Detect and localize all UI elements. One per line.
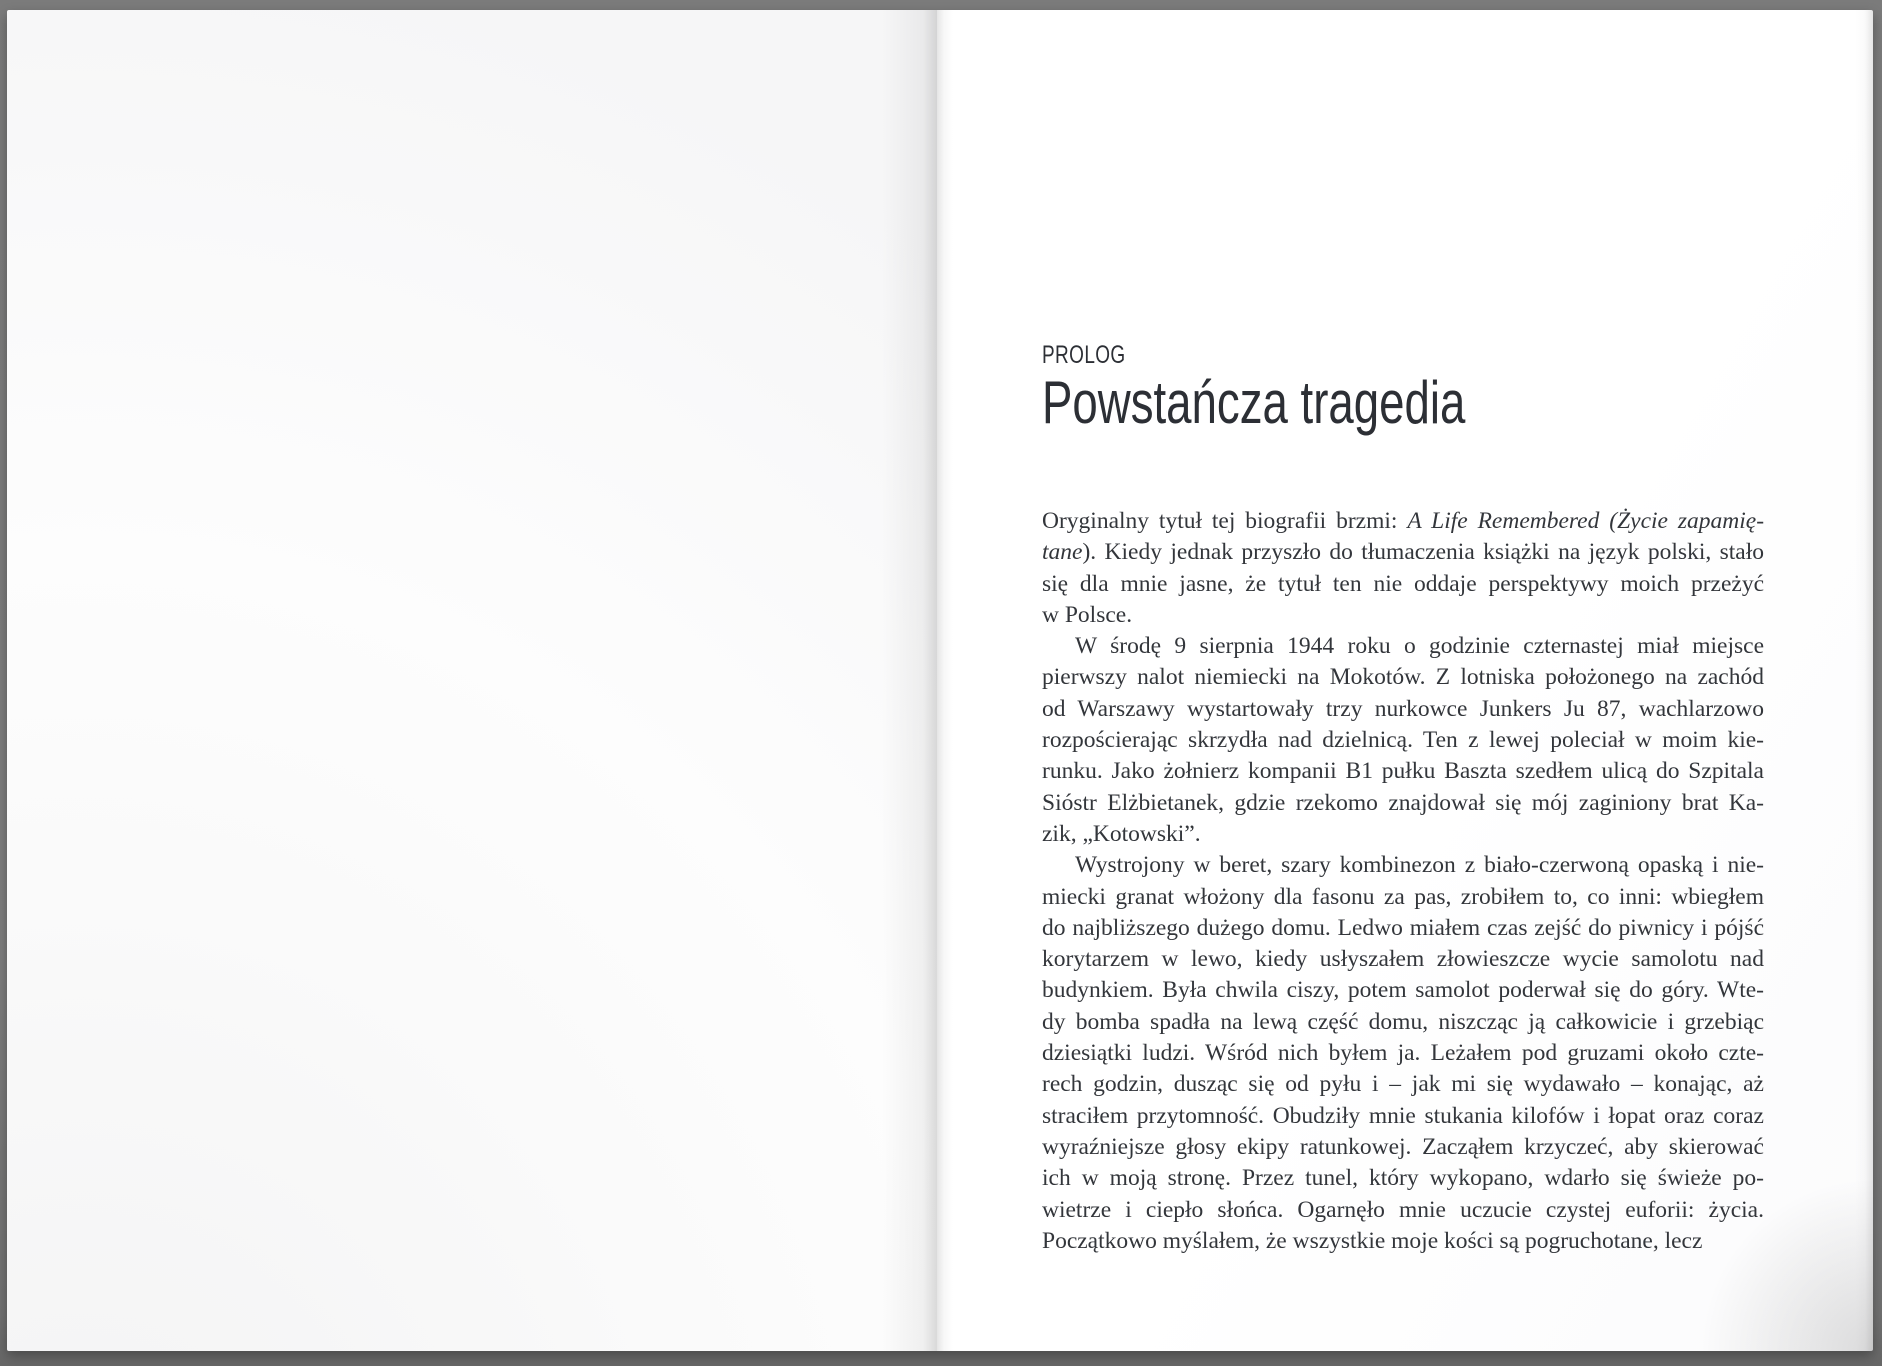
- text-run: w Polsce.: [1042, 601, 1133, 628]
- text-line: [1042, 694, 1764, 725]
- chapter-title-text: Powstańcza tragedia: [1042, 369, 1466, 436]
- text-line: [1042, 1132, 1764, 1163]
- italic-text-run: A Life Remembered: [1407, 508, 1600, 534]
- text-line: [1042, 913, 1764, 944]
- text-line: [1042, 788, 1764, 819]
- chapter-title: [1042, 370, 1764, 436]
- text-run: do najbliższego dużego domu. Ledwo miałem czas zejść do piwnicy i pójść: [1042, 914, 1764, 941]
- text-run: od Warszawy wystartowały trzy nurkowce Junkers Ju 87, wachlarzowo: [1042, 695, 1764, 722]
- text-line: [1042, 1038, 1764, 1069]
- text-line: [1042, 756, 1764, 787]
- text-line: [1042, 537, 1764, 568]
- text-run: dy bomba spadła na lewą część domu, niszcząc ją całkowicie i grzebiąc: [1042, 1008, 1764, 1035]
- text-line: [1042, 600, 1764, 631]
- text-run: [1599, 508, 1609, 534]
- text-run: Sióstr Elżbietanek, gdzie rzekomo znajdował się mój zaginiony brat Ka-: [1042, 789, 1764, 816]
- text-run: wietrze i ciepło słońca. Ogarnęło mnie uczucie czystej euforii: życia.: [1042, 1196, 1764, 1223]
- text-line: [1042, 850, 1764, 881]
- paragraph: [1042, 506, 1764, 631]
- text-run: się dla mnie jasne, że tytuł ten nie oddaje perspektywy moich przeżyć: [1042, 570, 1764, 597]
- text-line: [1042, 1101, 1764, 1132]
- text-run: wyraźniejsze głosy ekipy ratunkowej. Zacząłem krzyczeć, aby skierować: [1042, 1133, 1764, 1160]
- text-run: Wystrojony w beret, szary kombinezon z biało-czerwoną opaską i nie-: [1075, 852, 1764, 879]
- open-book: [7, 10, 1873, 1351]
- text-line: [1042, 1195, 1764, 1226]
- left-page-blank: [7, 10, 937, 1351]
- text-run: korytarzem w lewo, kiedy usłyszałem złowieszcze wycie samolotu nad: [1042, 946, 1764, 973]
- text-run: miecki granat włożony dla fasonu za pas, zrobiłem to, co inni: wbiegłem: [1042, 883, 1764, 910]
- text-line: [1042, 662, 1764, 693]
- text-run: zik, „Kotowski”.: [1042, 820, 1201, 847]
- text-line: [1042, 506, 1764, 537]
- text-line: [1042, 569, 1764, 600]
- text-line: [1042, 1226, 1764, 1257]
- body-text: [1042, 506, 1764, 1257]
- text-run: straciłem przytomność. Obudziły mnie stukania kilofów i łopat oraz coraz: [1042, 1102, 1764, 1129]
- chapter-kicker: PROLOG: [1042, 341, 1126, 369]
- italic-text-run: tane: [1042, 539, 1083, 566]
- text-line: [1042, 1069, 1764, 1100]
- text-line: [1042, 944, 1764, 975]
- text-line: [1042, 882, 1764, 913]
- page-content: [1042, 343, 1764, 1257]
- text-line: [1042, 1163, 1764, 1194]
- text-run: ich w moją stronę. Przez tunel, który wykopano, wdarło się świeże po-: [1042, 1165, 1764, 1192]
- text-line: [1042, 631, 1764, 662]
- text-run: rozpościerając skrzydła nad dzielnicą. Ten z lewej poleciał w moim kie-: [1042, 727, 1764, 754]
- right-page: [937, 10, 1873, 1351]
- paragraph: [1042, 850, 1764, 1257]
- text-line: [1042, 1007, 1764, 1038]
- text-run: dziesiątki ludzi. Wśród nich byłem ja. Leżałem pod gruzami około czte-: [1042, 1040, 1764, 1067]
- text-line: [1042, 975, 1764, 1006]
- text-line: [1042, 725, 1764, 756]
- text-run: budynkiem. Była chwila ciszy, potem samolot poderwał się do góry. Wte-: [1042, 977, 1764, 1004]
- text-run: rech godzin, dusząc się od pyłu i – jak mi się wydawało – konając, aż: [1042, 1071, 1764, 1098]
- text-run: ). Kiedy jednak przyszło do tłumaczenia książki na język polski, stało: [1082, 539, 1764, 566]
- text-run: Oryginalny tytuł tej biografii brzmi:: [1042, 508, 1408, 534]
- paragraph: [1042, 631, 1764, 850]
- italic-text-run: (Życie zapamię-: [1609, 508, 1765, 534]
- text-run: Początkowo myślałem, że wszystkie moje kości są pogruchotane, lecz: [1042, 1227, 1703, 1254]
- text-run: pierwszy nalot niemiecki na Mokotów. Z lotniska położonego na zachód: [1042, 664, 1764, 691]
- text-run: runku. Jako żołnierz kompanii B1 pułku Baszta szedłem ulicą do Szpitala: [1042, 758, 1764, 785]
- text-run: W środę 9 sierpnia 1944 roku o godzinie czternastej miał miejsce: [1075, 633, 1764, 660]
- text-line: [1042, 819, 1764, 850]
